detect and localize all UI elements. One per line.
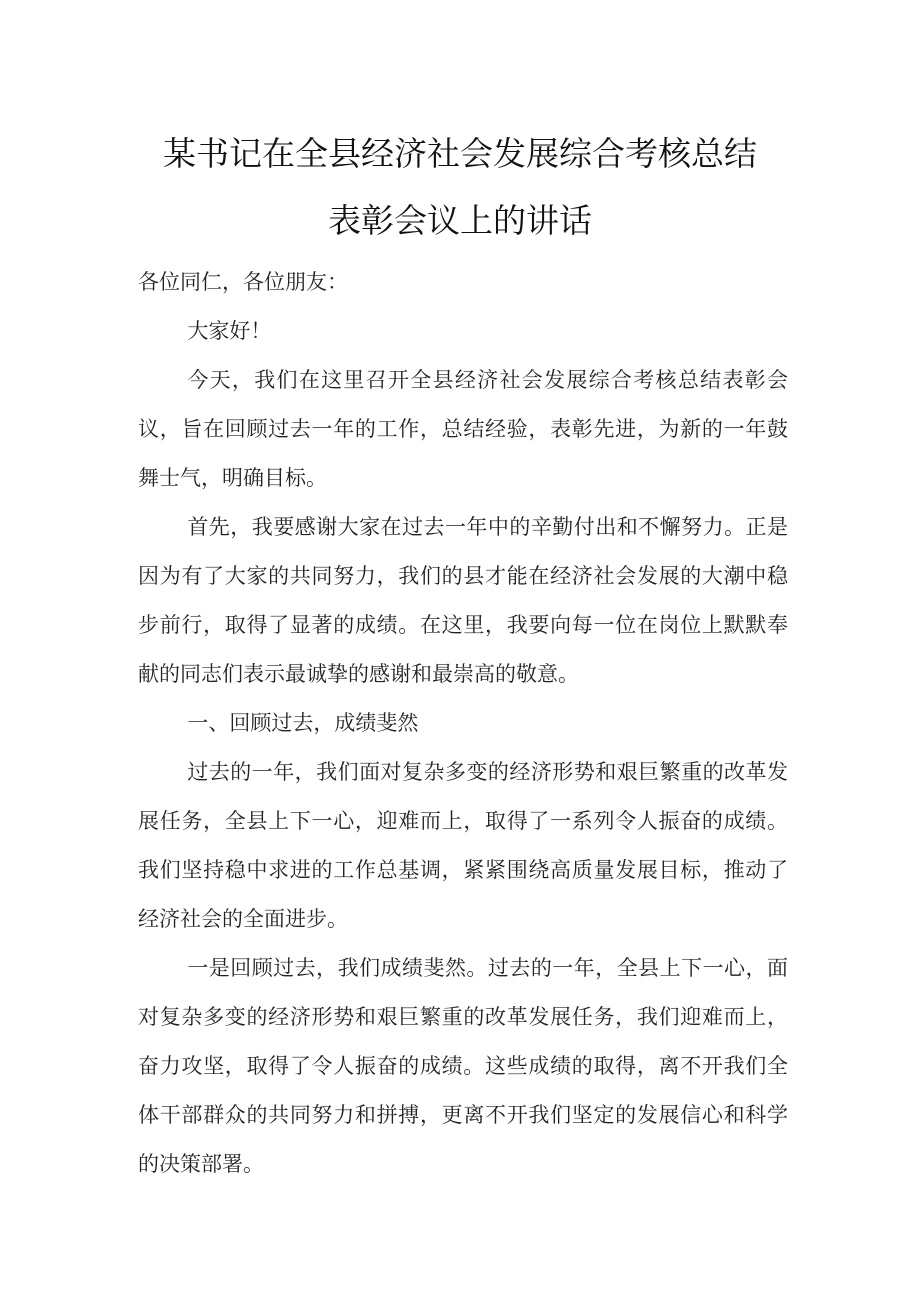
document-body: [138, 258, 788, 1189]
document-title-line-1: 某书记在全县经济社会发展综合考核总结: [163, 134, 757, 173]
section-heading-1: 一、回顾过去，成绩斐然: [187, 711, 419, 735]
paragraph-opening: 今天，我们在这里召开全县经济社会发展综合考核总结表彰会议，旨在回顾过去一年的工作，总结经验，表彰先进，为新的一年鼓舞士气，明确目标。: [138, 368, 788, 490]
paragraph-point-one: 一是回顾过去，我们成绩斐然。过去的一年，全县上下一心，面对复杂多变的经济形势和艰巨繁重的改革发展任务，我们迎难而上，奋力攻坚，取得了令人振奋的成绩。这些成绩的取得，离不开我们全体干部群众的共同努力和拼搏，更离不开我们坚定的发展信心和科学的决策部署。: [138, 956, 788, 1176]
document-title-line-2: 表彰会议上的讲话: [328, 201, 592, 240]
paragraph-greeting: 大家好！: [187, 319, 272, 343]
paragraph-review: 过去的一年，我们面对复杂多变的经济形势和艰巨繁重的改革发展任务，全县上下一心，迎难而上，取得了一系列令人振奋的成绩。我们坚持稳中求进的工作总基调，紧紧围绕高质量发展目标，推动了经济社会的全面进步。: [138, 760, 788, 931]
salutation: 各位同仁，各位朋友：: [138, 270, 348, 294]
paragraph-thanks: 首先，我要感谢大家在过去一年中的辛勤付出和不懈努力。正是因为有了大家的共同努力，我们的县才能在经济社会发展的大潮中稳步前行，取得了显著的成绩。在这里，我要向每一位在岗位上默默奉献的同志们表示最诚挚的感谢和最崇高的敬意。: [138, 515, 788, 686]
